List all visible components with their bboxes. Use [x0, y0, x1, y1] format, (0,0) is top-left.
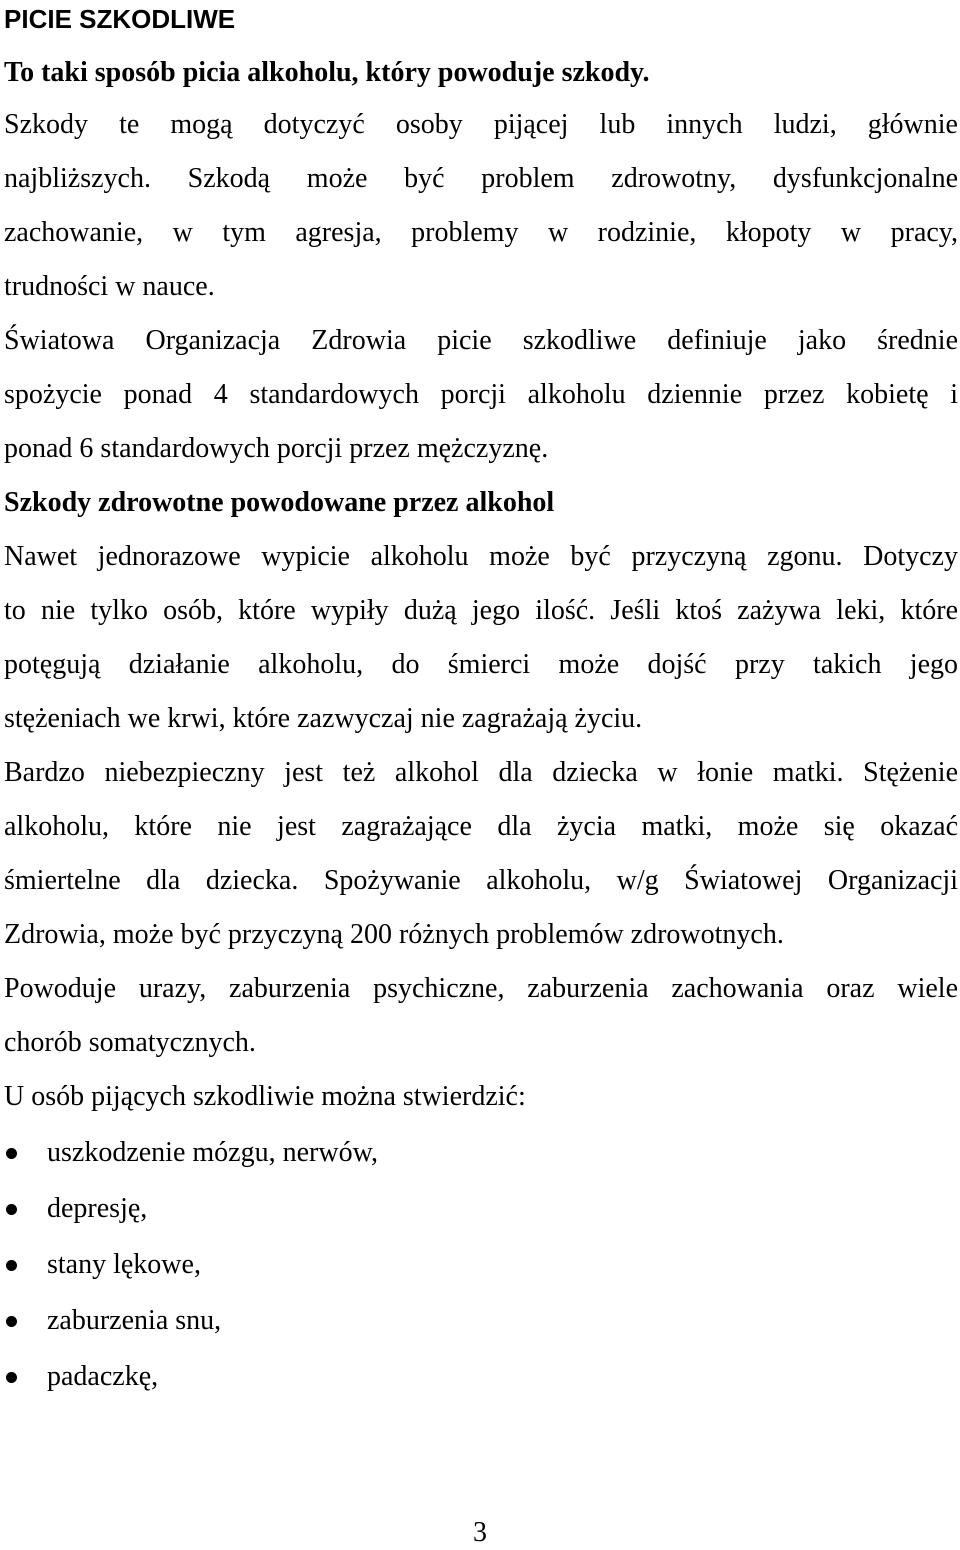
paragraph-line: Nawet jednorazowe wypicie alkoholu może być przyczyną zgonu. Dotyczy [4, 541, 958, 572]
bullet-icon [6, 1260, 17, 1271]
paragraph-line: chorób somatycznych. [4, 1027, 256, 1058]
bullet-icon [6, 1148, 17, 1159]
list-item-text: zaburzenia snu, [47, 1305, 222, 1336]
list-item-text: depresję, [47, 1193, 148, 1224]
bullet-icon [6, 1372, 17, 1383]
list-item [0, 1192, 960, 1226]
paragraph-line: stężeniach we krwi, które zazwyczaj nie zagrażają życiu. [4, 703, 643, 734]
list-item [0, 1360, 960, 1394]
list-intro: U osób pijących szkodliwie można stwierdzić: [4, 1081, 526, 1112]
paragraph-line: to nie tylko osób, które wypiły dużą jego ilość. Jeśli ktoś zażywa leki, które [4, 595, 958, 626]
paragraph-line: ponad 6 standardowych porcji przez mężczyznę. [4, 433, 549, 464]
paragraph-line: spożycie ponad 4 standardowych porcji alkoholu dziennie przez kobietę i [4, 379, 958, 410]
bullet-icon [6, 1204, 17, 1215]
paragraph-line: Szkody te mogą dotyczyć osoby pijącej lub innych ludzi, głównie [4, 109, 958, 140]
paragraph-line: najbliższych. Szkodą może być problem zdrowotny, dysfunkcjonalne [4, 163, 958, 194]
paragraph-line: trudności w nauce. [4, 271, 215, 302]
paragraph-line: Bardzo niebezpieczny jest też alkohol dla dziecka w łonie matki. Stężenie [4, 757, 958, 788]
list-item-text: padaczkę, [47, 1361, 159, 1392]
page-number: 3 [473, 1517, 487, 1548]
paragraph-line: zachowanie, w tym agresja, problemy w rodzinie, kłopoty w pracy, [4, 217, 958, 248]
paragraph-line: Zdrowia, może być przyczyną 200 różnych problemów zdrowotnych. [4, 919, 784, 950]
list-item-text: stany lękowe, [47, 1249, 201, 1280]
list-item [0, 1136, 960, 1170]
list-item-text: uszkodzenie mózgu, nerwów, [47, 1137, 378, 1168]
paragraph-line: Powoduje urazy, zaburzenia psychiczne, zaburzenia zachowania oraz wiele [4, 973, 958, 1004]
list-item [0, 1304, 960, 1338]
document-heading: PICIE SZKODLIWE [4, 4, 236, 34]
paragraph-line: śmiertelne dla dziecka. Spożywanie alkoholu, w/g Światowej Organizacji [4, 865, 958, 896]
list-item [0, 1248, 960, 1282]
paragraph-line: Światowa Organizacja Zdrowia picie szkodliwe definiuje jako średnie [4, 325, 958, 356]
paragraph-line: potęgują działanie alkoholu, do śmierci może dojść przy takich jego [4, 649, 958, 680]
definition-line: To taki sposób picia alkoholu, który powoduje szkody. [4, 57, 650, 88]
section-subheading: Szkody zdrowotne powodowane przez alkohol [4, 487, 555, 518]
bullet-icon [6, 1316, 17, 1327]
paragraph-line: alkoholu, które nie jest zagrażające dla życia matki, może się okazać [4, 811, 958, 842]
